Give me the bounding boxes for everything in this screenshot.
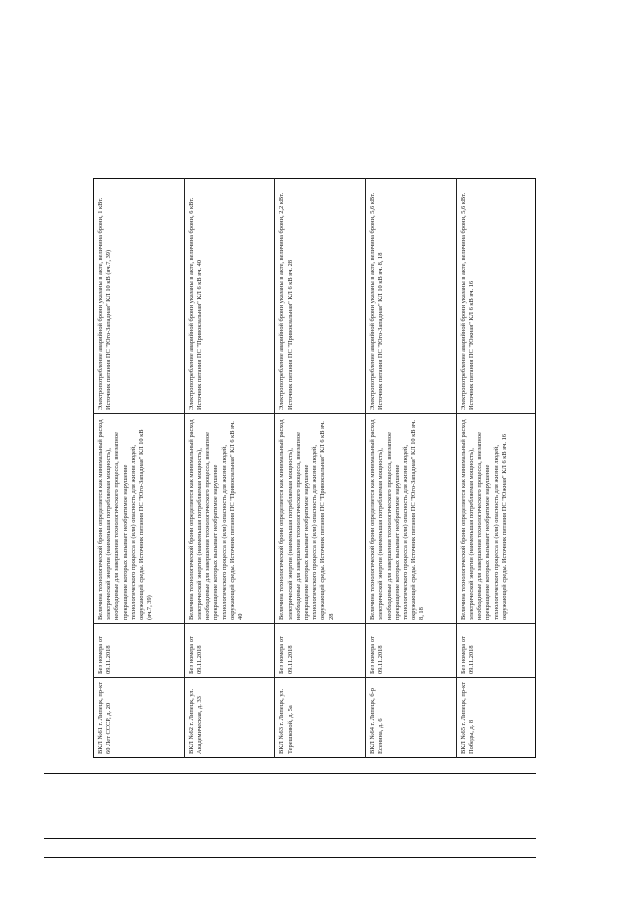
table-row [184, 179, 275, 758]
object-cell: ВКЛ №61 г. Липецк, пр-кт 60 Лет СССР, д. 20 [94, 678, 185, 758]
object-cell: ВКЛ №65 г. Липецк, пр-кт Победы, д. 8 [456, 678, 535, 758]
act-number-cell: Без номера от 09.11.2018 [456, 624, 535, 678]
definition-cell: Величина технологической брони определяется как минимальный расход электрической энергии (наименьшая потребляемая мощность), необходимые для завершения технологического процесса, внезапное прекращение которых вызывает необратимое нарушение технологического процесса и (или) опасность для жизни людей, окружающей среды. Источник питания ПС "Юго-Западная" КЛ 10 кВ (яч.7, 39) [94, 414, 185, 624]
act-number-cell: Без номера от 09.11.2018 [184, 624, 275, 678]
definition-cell: Величина технологической брони определяется как минимальный расход электрической энергии (наименьшая потребляемая мощность), необходимые для завершения технологического процесса, внезапное прекращение которых вызывает необратимое нарушение технологического процесса и (или) опасность для жизни людей, окружающей среды. Источник питания ПС "Привокзальная" КЛ 6 кВ яч. 40 [184, 414, 275, 624]
value-cell: Электропотребление аварийной брони указаны в акте, величина брони, 2,2 кВт. Источник питания ПС "Привокзальная" КЛ 6 кВ яч. 28 [275, 179, 366, 414]
value-cell: Электропотребление аварийной брони указаны в акте, величина брони, 5,6 кВт. Источник питания ПС "Юго-Западная" КЛ 10 кВ яч. 8, 18 [366, 179, 457, 414]
table-row [366, 179, 457, 758]
act-number-cell: Без номера от 09.11.2018 [275, 624, 366, 678]
table-row [275, 179, 366, 758]
rotated-table-container [93, 178, 536, 758]
table-row [94, 179, 185, 758]
horizontal-rule-top [44, 773, 536, 774]
object-cell: ВКЛ №63 г. Липецк, ул. Терешковой, д. 5а [275, 678, 366, 758]
act-number-cell: Без номера от 09.11.2018 [366, 624, 457, 678]
object-cell: ВКЛ №62 г. Липецк, ул. Академическая, д. 33 [184, 678, 275, 758]
value-cell: Электропотребление аварийной брони указаны в акте, величина брони, 5,6 кВт. Источник питания ПС "Южная" КЛ 6 кВ яч. 16 [456, 179, 535, 414]
horizontal-rule-bottom [44, 857, 536, 858]
definition-cell: Величина технологической брони определяется как минимальный расход электрической энергии (наименьшая потребляемая мощность), необходимые для завершения технологического процесса, внезапное прекращение которых вызывает необратимое нарушение технологического процесса и (или) опасность для жизни людей, окружающей среды. Источник питания ПС "Привокзальная" КЛ 6 кВ яч. 28 [275, 414, 366, 624]
horizontal-rule-middle [44, 838, 536, 839]
definition-cell: Величина технологической брони определяется как минимальный расход электрической энергии (наименьшая потребляемая мощность), необходимые для завершения технологического процесса, внезапное прекращение которых вызывает необратимое нарушение технологического процесса и (или) опасность для жизни людей, окружающей среды. Источник питания ПС "Юго-Западная" КЛ 10 кВ яч. 8, 18 [366, 414, 457, 624]
value-cell: Электропотребление аварийной брони указаны в акте, величина брони, 1 кВт. Источник питания ПС "Юго-Западная" КЛ 10 кВ (яч.7, 39) [94, 179, 185, 414]
backup-power-table [93, 178, 536, 758]
table-row [456, 179, 535, 758]
object-cell: ВКЛ №64 г. Липецк, б-р Есенина, д. 6 [366, 678, 457, 758]
value-cell: Электропотребление аварийной брони указаны в акте, величина брони, 6 кВт. Источник питания ПС "Привокзальная" КЛ 6 кВ яч. 40 [184, 179, 275, 414]
act-number-cell: Без номера от 09.11.2018 [94, 624, 185, 678]
definition-cell: Величина технологической брони определяется как минимальный расход электрической энергии (наименьшая потребляемая мощность), необходимые для завершения технологического процесса, внезапное прекращение которых вызывает необратимое нарушение технологического процесса и (или) опасность для жизни людей, окружающей среды. Источник питания ПС "Южная" КЛ 6 кВ яч. 16 [456, 414, 535, 624]
